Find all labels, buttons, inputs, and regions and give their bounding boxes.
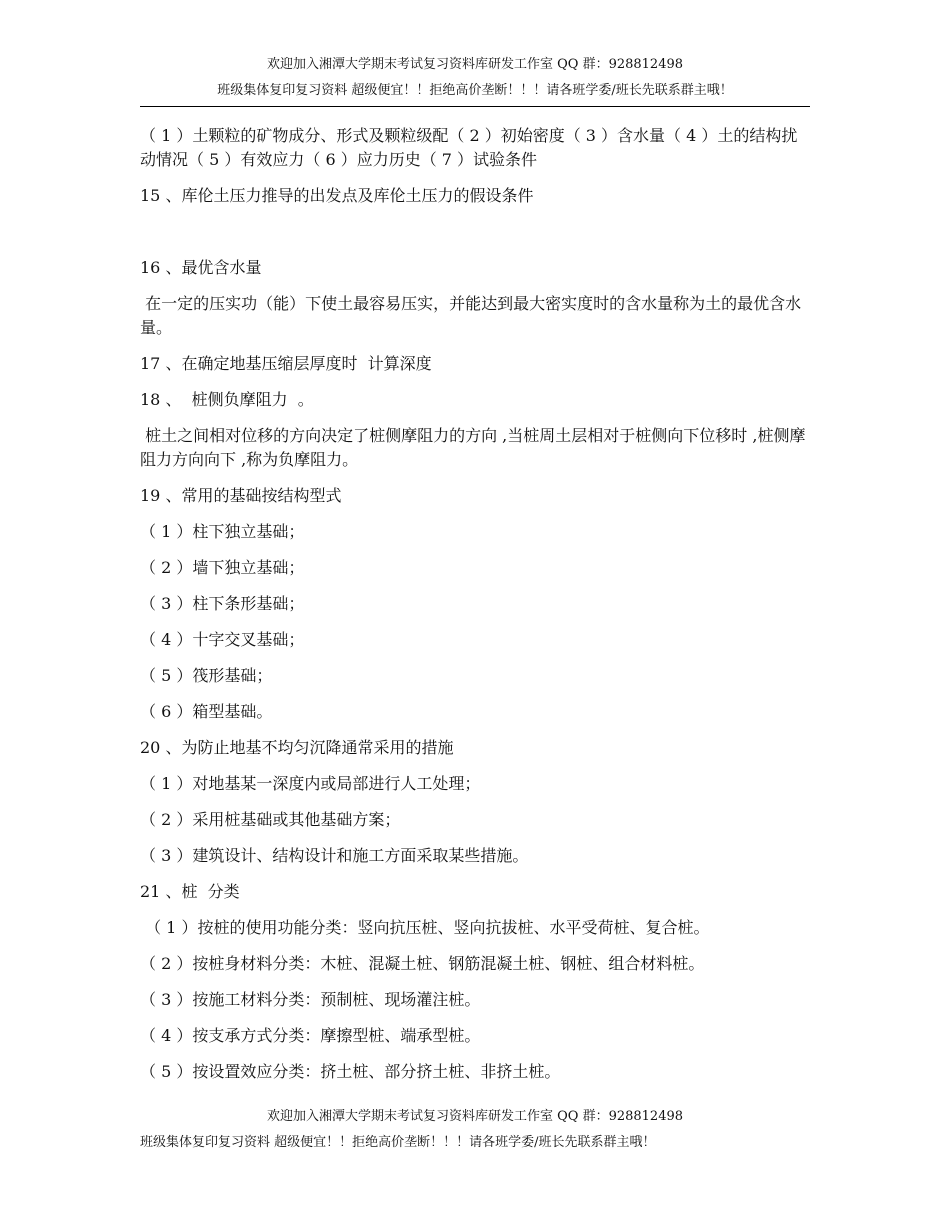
question-16: 16 、最优含水量 [140,258,262,277]
question-15: 15 、库伦土压力推导的出发点及库伦土压力的假设条件 [140,186,534,205]
footer-line-1: 欢迎加入湘潭大学期末考试复习资料库研发工作室 QQ 群：928812498 [266,1109,684,1124]
question-18: 18 、 桩侧负摩阻力 。 [140,390,314,409]
question-19: 19 、常用的基础按结构型式 [140,486,342,505]
footer-line-2: 班级集体复印复习资料 超级便宜！！拒绝高价垄断！！！请各班学委/班长先联系群主哦！ [140,1135,656,1150]
question-21: 21 、桩 分类 [140,882,240,901]
list-item: （ 2 ）采用桩基础或其他基础方案； [140,810,401,829]
list-item: （ 4 ）按支承方式分类：摩擦型桩、端承型桩。 [140,1026,481,1045]
header-divider [140,106,810,107]
list-item: （ 2 ）按桩身材料分类：木桩、混凝土桩、钢筋混凝土桩、钢桩、组合材料桩。 [140,954,705,973]
question-17: 17 、在确定地基压缩层厚度时 计算深度 [140,354,432,373]
list-item: （ 1 ）柱下独立基础； [140,522,305,541]
list-item: （ 3 ）按施工材料分类：预制桩、现场灌注桩。 [140,990,481,1009]
list-item: （ 5 ）按设置效应分类：挤土桩、部分挤土桩、非挤土桩。 [140,1062,561,1081]
list-item: （ 4 ）十字交叉基础； [140,630,305,649]
list-item: （ 3 ）建筑设计、结构设计和施工方面采取某些措施。 [140,846,529,865]
list-item: （ 1 ）对地基某一深度内或局部进行人工处理； [140,774,481,793]
intro-paragraph: （ 1 ）土颗粒的矿物成分、形式及颗粒级配（ 2 ）初始密度（ 3 ）含水量（ 4 ）土的结构扰动情况（ 5 ）有效应力（ 6 ）应力历史（ 7 ）试验条件 [140,126,798,169]
list-item: （ 3 ）柱下条形基础； [140,594,305,613]
list-item: （ 5 ）筏形基础； [140,666,273,685]
answer-18: 桩土之间相对位移的方向决定了桩侧摩阻力的方向 ,当桩周土层相对于桩侧向下位移时 ,桩侧摩阻力方向向下 ,称为负摩阻力。 [140,426,806,469]
document-body [140,124,810,1096]
page-header [140,52,810,104]
answer-16: 在一定的压实功（能）下使土最容易压实，并能达到最大密实度时的含水量称为土的最优含水量。 [140,294,802,337]
list-item: （ 1 ）按桩的使用功能分类：竖向抗压桩、竖向抗拔桩、水平受荷桩、复合桩。 [140,918,710,937]
list-item: （ 6 ）箱型基础。 [140,702,273,721]
question-20: 20 、为防止地基不均匀沉降通常采用的措施 [140,738,454,757]
header-line-1: 欢迎加入湘潭大学期末考试复习资料库研发工作室 QQ 群：928812498 [266,57,684,72]
list-item: （ 2 ）墙下独立基础； [140,558,305,577]
page-footer [140,1104,810,1156]
header-line-2: 班级集体复印复习资料 超级便宜！！拒绝高价垄断！！！请各班学委/班长先联系群主哦！ [217,83,733,98]
